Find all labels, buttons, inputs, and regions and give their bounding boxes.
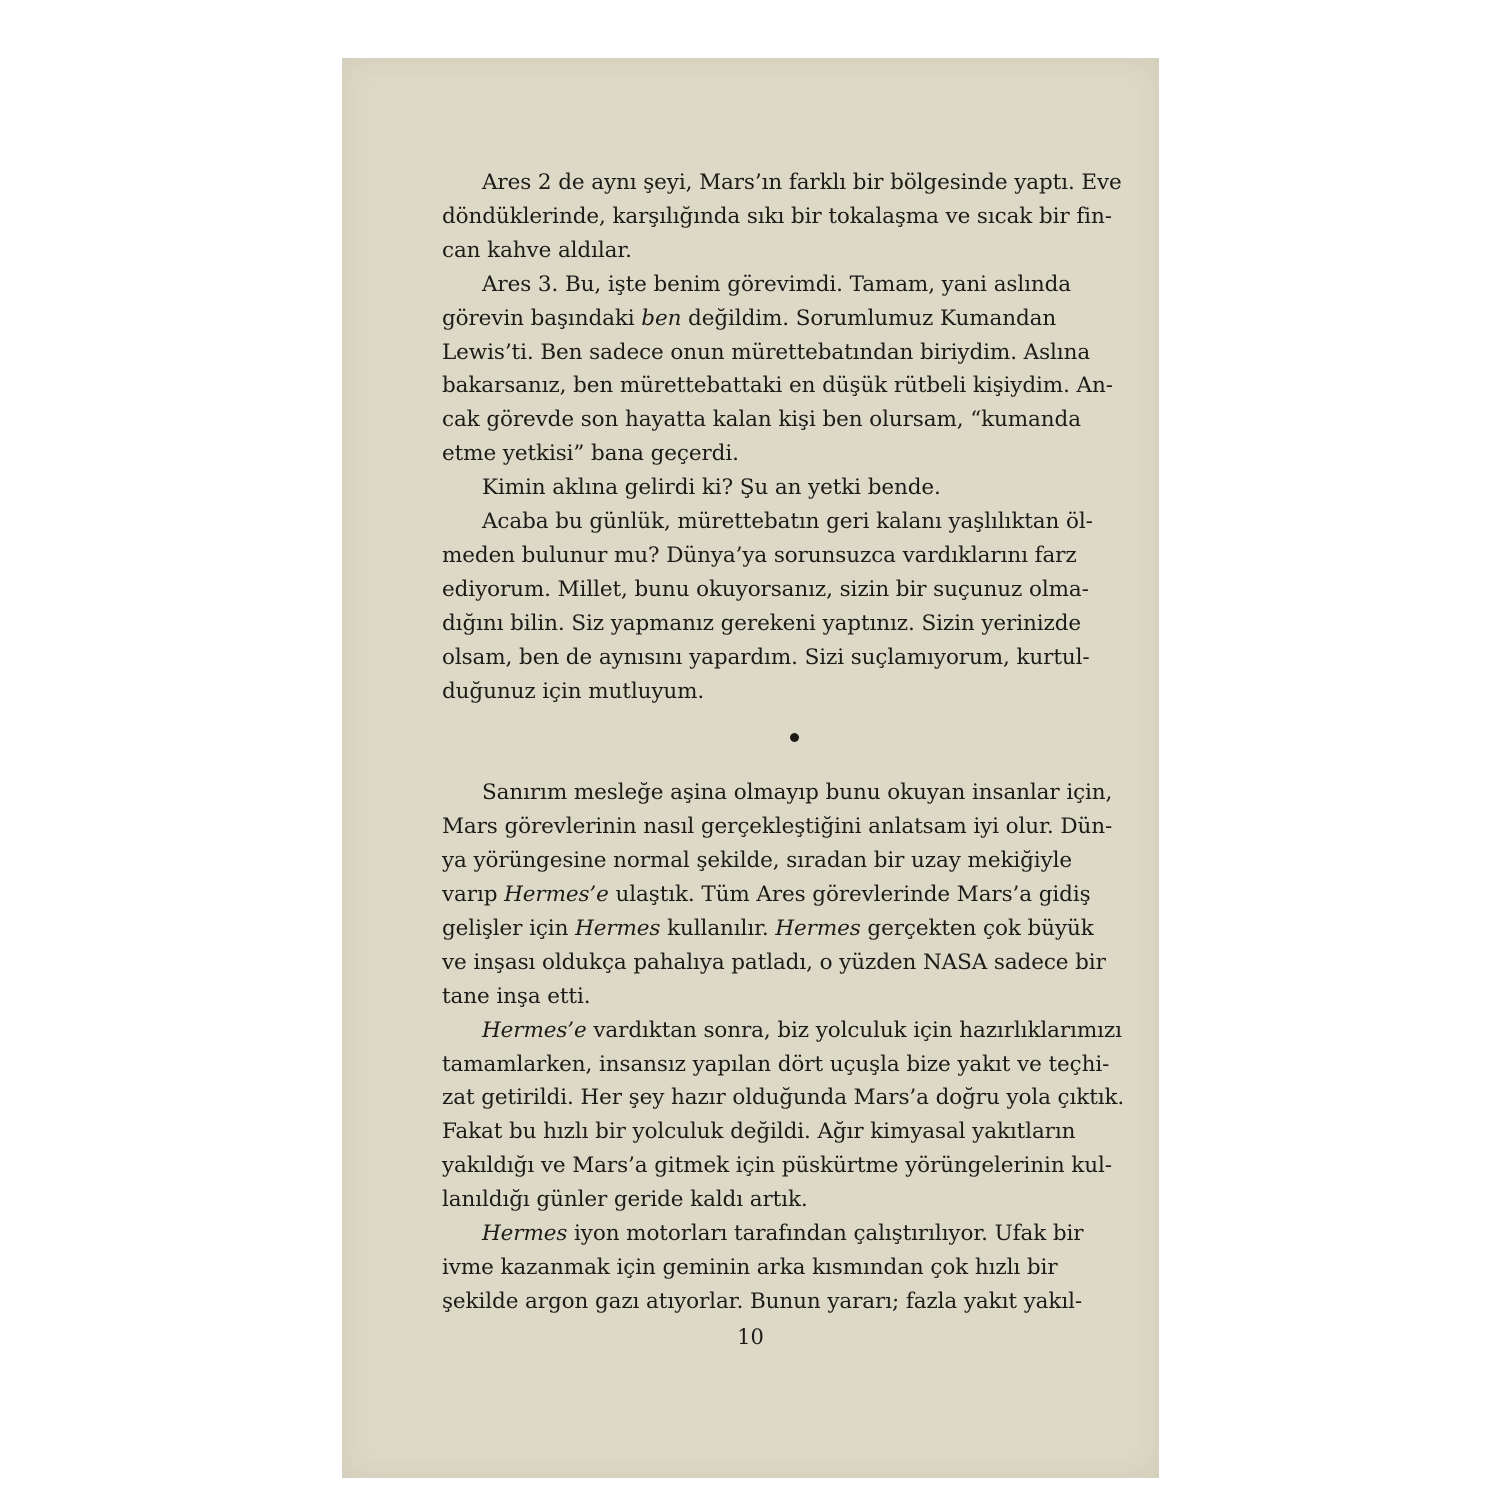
text-line: ediyorum. Millet, bunu okuyorsanız, sizin bir suçunuz olma- xyxy=(442,576,1089,602)
emphasis-text: Hermes xyxy=(575,915,661,941)
text-line: Fakat bu hızlı bir yolculuk değildi. Ağır kimyasal yakıtların xyxy=(442,1119,1076,1145)
bullet-dot-icon xyxy=(790,733,799,742)
text-line: duğunuz için mutluyum. xyxy=(442,678,705,704)
page-text xyxy=(442,166,1125,1319)
paragraph xyxy=(442,471,1042,505)
text-line xyxy=(442,302,1057,336)
text-line xyxy=(442,912,1094,946)
text-run: ulaştık. Tüm Ares görevlerinde Mars’a gidiş xyxy=(608,882,1091,908)
paragraph xyxy=(442,1217,1084,1319)
text-line: Mars görevlerinin nasıl gerçekleştiğini anlatsam iyi olur. Dün- xyxy=(442,814,1113,840)
text-line: meden bulunur mu? Dünya’ya sorunsuzca vardıklarını farz xyxy=(442,542,1077,568)
text-run: varıp xyxy=(442,882,505,908)
text-run: gerçekten çok büyük xyxy=(860,915,1094,941)
text-line: tane inşa etti. xyxy=(442,983,591,1009)
text-line: tamamlarken, insansız yapılan dört uçuşla bize yakıt ve teçhi- xyxy=(442,1051,1110,1077)
text-line: Ares 2 de aynı şeyi, Mars’ın farklı bir bölgesinde yaptı. Eve xyxy=(482,170,1122,195)
book-page xyxy=(342,58,1159,1478)
emphasis-text: ben xyxy=(641,305,682,331)
paragraph xyxy=(442,1014,1125,1217)
text-line: ya yörüngesine normal şekilde, sıradan bir uzay mekiğiyle xyxy=(442,848,1073,874)
text-line: zat getirildi. Her şey hazır olduğunda Mars’a doğru yola çıktık. xyxy=(442,1085,1125,1111)
text-run: vardıktan sonra, biz yolculuk için hazırlıklarımızı xyxy=(586,1017,1122,1043)
text-line xyxy=(442,878,1091,912)
paragraph xyxy=(442,776,1113,1013)
text-line: bakarsanız, ben mürettebattaki en düşük rütbeli kişiydim. An- xyxy=(442,373,1113,399)
text-line: etme yetkisi” bana geçerdi. xyxy=(442,441,739,467)
section-separator xyxy=(442,709,1042,777)
emphasis-text: Hermes’e xyxy=(482,1017,587,1043)
text-line: Acaba bu günlük, mürettebatın geri kalanı yaşlılıktan öl- xyxy=(482,509,1093,535)
emphasis-text: Hermes xyxy=(482,1221,568,1247)
paragraph xyxy=(442,505,1093,708)
text-line: dığını bilin. Siz yapmanız gerekeni yaptınız. Sizin yerinizde xyxy=(442,610,1082,636)
page-number: 10 xyxy=(737,1325,764,1349)
text-line: Kimin aklına gelirdi ki? Şu an yetki bende. xyxy=(482,475,941,501)
text-line: lanıldığı günler geride kaldı artık. xyxy=(442,1187,808,1213)
text-line xyxy=(442,1014,1122,1048)
text-line: Lewis’ti. Ben sadece onun mürettebatından biriydim. Aslına xyxy=(442,339,1091,365)
text-line: Ares 3. Bu, işte benim görevimdi. Tamam, yani aslında xyxy=(482,271,1072,297)
text-line: ve inşası oldukça pahalıya patladı, o yüzden NASA sadece bir xyxy=(442,949,1106,975)
emphasis-text: Hermes xyxy=(775,915,861,941)
text-line: yakıldığı ve Mars’a gitmek için püskürtme yörüngelerinin kul- xyxy=(442,1153,1112,1179)
text-run: kullanılır. xyxy=(660,915,776,941)
emphasis-text: Hermes’e xyxy=(504,882,609,908)
text-line: cak görevde son hayatta kalan kişi ben olursam, “kumanda xyxy=(442,407,1081,433)
text-line: döndüklerinde, karşılığında sıkı bir tokalaşma ve sıcak bir fin- xyxy=(442,203,1112,229)
text-line: olsam, ben de aynısını yapardım. Sizi suçlamıyorum, kurtul- xyxy=(442,644,1090,670)
text-run: gelişler için xyxy=(442,915,576,941)
text-run: değildim. Sorumlumuz Kumandan xyxy=(681,305,1057,331)
text-line: şekilde argon gazı atıyorlar. Bunun yararı; fazla yakıt yakıl- xyxy=(442,1288,1083,1314)
text-line: can kahve aldılar. xyxy=(442,237,632,263)
text-line: Sanırım mesleğe aşina olmayıp bunu okuyan insanlar için, xyxy=(482,780,1113,806)
paragraph xyxy=(442,166,1122,268)
text-line: ivme kazanmak için geminin arka kısmından çok hızlı bir xyxy=(442,1254,1058,1280)
paragraph xyxy=(442,268,1113,471)
text-run: görevin başındaki xyxy=(442,305,642,331)
text-run: iyon motorları tarafından çalıştırılıyor. Ufak bir xyxy=(567,1221,1084,1247)
text-line xyxy=(442,1217,1084,1251)
